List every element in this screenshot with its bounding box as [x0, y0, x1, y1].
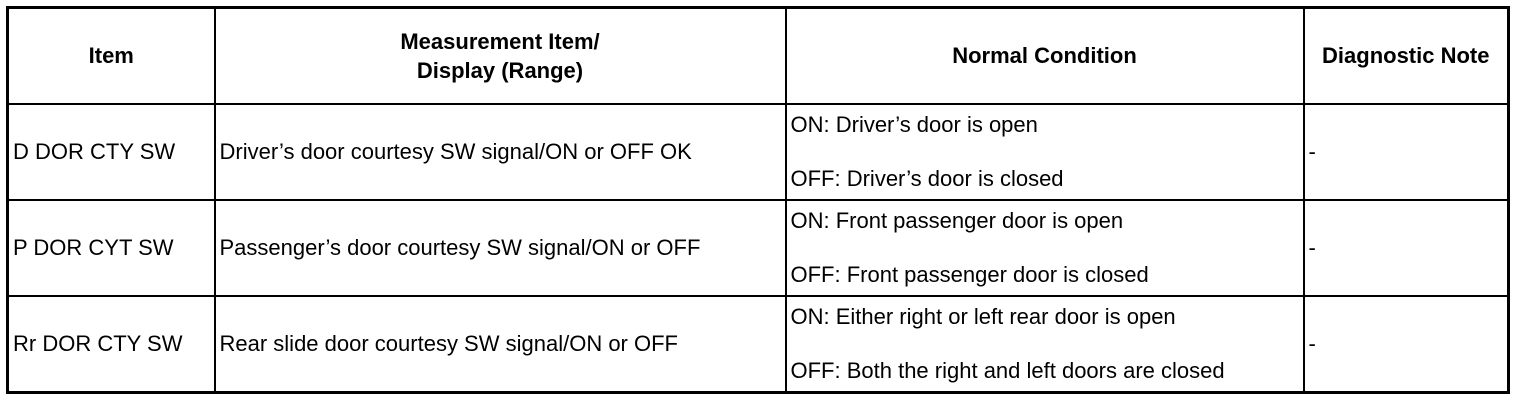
cell-measurement — [215, 200, 786, 296]
table-row — [8, 200, 1509, 296]
header-diagnostic-note-label: Diagnostic Note — [1322, 43, 1490, 68]
item-name: D DOR CTY SW — [13, 139, 176, 164]
item-name: P DOR CYT SW — [13, 235, 174, 260]
cell-item — [8, 296, 215, 393]
condition-off: OFF: Both the right and left doors are closed — [790, 358, 1225, 383]
item-name: Rr DOR CTY SW — [13, 331, 183, 356]
header-normal-condition — [786, 8, 1304, 105]
condition-off: OFF: Front passenger door is closed — [790, 262, 1149, 287]
diagnostic-data-table — [6, 6, 1510, 394]
condition-on: ON: Driver’s door is open — [790, 112, 1038, 137]
header-item-label: Item — [88, 43, 134, 68]
diagnostic-note-text: - — [1308, 331, 1316, 356]
diagnostic-note-text: - — [1308, 139, 1316, 164]
cell-measurement — [215, 296, 786, 393]
condition-on: ON: Either right or left rear door is open — [790, 304, 1176, 329]
header-normal-condition-label: Normal Condition — [952, 43, 1137, 68]
condition-on: ON: Front passenger door is open — [790, 208, 1124, 233]
cell-diagnostic-note — [1304, 200, 1509, 296]
diagnostic-note-text: - — [1308, 235, 1316, 260]
table-row — [8, 104, 1509, 200]
cell-condition — [786, 200, 1304, 296]
cell-diagnostic-note — [1304, 296, 1509, 393]
measurement-text: Passenger’s door courtesy SW signal/ON or OFF — [219, 235, 701, 260]
cell-item — [8, 200, 215, 296]
condition-off: OFF: Driver’s door is closed — [790, 166, 1064, 191]
measurement-text: Driver’s door courtesy SW signal/ON or OFF OK — [219, 139, 692, 164]
cell-measurement — [215, 104, 786, 200]
header-item — [8, 8, 215, 105]
header-diagnostic-note — [1304, 8, 1509, 105]
cell-item — [8, 104, 215, 200]
cell-diagnostic-note — [1304, 104, 1509, 200]
table-header-row — [8, 8, 1509, 105]
header-measurement-line2: Display (Range) — [416, 57, 584, 83]
table-row — [8, 296, 1509, 393]
cell-condition — [786, 104, 1304, 200]
header-measurement-line1: Measurement Item/ — [400, 28, 600, 54]
header-measurement — [215, 8, 786, 105]
measurement-text: Rear slide door courtesy SW signal/ON or OFF — [219, 331, 678, 356]
cell-condition — [786, 296, 1304, 393]
